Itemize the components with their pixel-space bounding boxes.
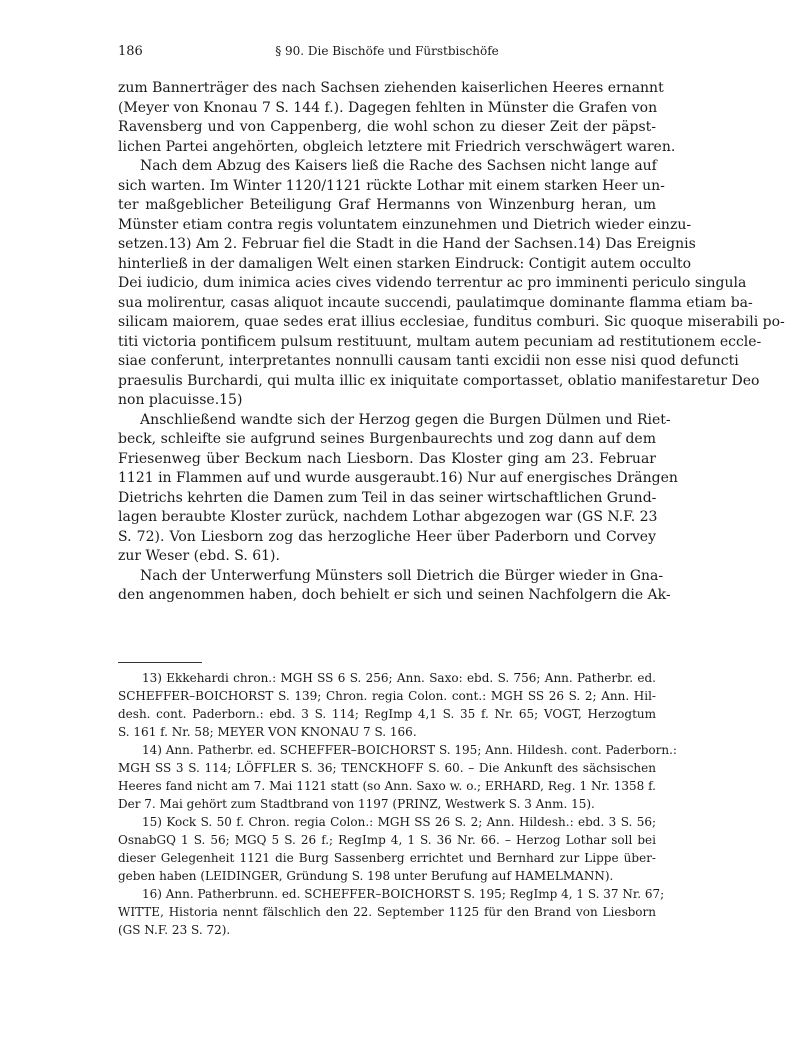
text-line: beck, schleifte sie aufgrund seines Burgenbaurechts und zog dann auf dem (118, 431, 656, 447)
text-line: praesulis Burchardi, qui multa illic ex iniquitate comportasset, oblatio manifestaretur Deo (118, 372, 760, 389)
text-line: Nach dem Abzug des Kaisers ließ die Rache des Sachsen nicht lange auf (140, 158, 657, 174)
text-line: Dei iudicio, dum inimica acies cives videndo terrentur ac pro imminenti periculo singula (118, 275, 747, 291)
page-header (118, 44, 656, 64)
text-line: silicam maiorem, quae sedes erat illius ecclesiae, funditus comburi. Sic quoque miserabili po- (118, 314, 785, 330)
text-line: Münster etiam contra regis voluntatem einzunehmen und Dietrich wieder einzu- (118, 216, 692, 233)
text-line: zur Weser (ebd. S. 61). (118, 548, 280, 564)
text-line: Dietrichs kehrten die Damen zum Teil in das seiner wirtschaftlichen Grund- (118, 489, 657, 506)
text-line: sua molirentur, casas aliquot incaute succendi, paulatimque dominante flamma etiam ba- (118, 294, 753, 311)
text-line: S. 72). Von Liesborn zog das herzogliche Heer über Paderborn und Corvey (118, 528, 656, 545)
text-line: Friesenweg über Beckum nach Liesborn. Das Kloster ging am 23. Februar (118, 450, 656, 467)
footnote-line: dieser Gelegenheit 1121 die Burg Sassenberg errichtet und Bernhard zur Lippe über- (118, 851, 656, 865)
footnote-line: 16) Ann. Patherbrunn. ed. SCHEFFER–BOICHORST S. 195; RegImp 4, 1 S. 37 Nr. 67; (142, 887, 665, 901)
text-line: Anschließend wandte sich der Herzog gegen die Burgen Dülmen und Riet- (140, 411, 671, 428)
text-line: siae conferunt, interpretantes nonnulli causam tanti excidii non esse nisi quod defuncti (118, 353, 739, 369)
footnote-line: desh. cont. Paderborn.: ebd. 3 S. 114; RegImp 4,1 S. 35 f. Nr. 65; VOGT, Herzogtum (118, 707, 656, 721)
page-number: 186 (118, 44, 143, 59)
footnote-line: MGH SS 3 S. 114; LÖFFLER S. 36; TENCKHOFF S. 60. – Die Ankunft des sächsischen (118, 761, 656, 775)
footnote-line: OsnabGQ 1 S. 56; MGQ 5 S. 26 f.; RegImp 4, 1 S. 36 Nr. 66. – Herzog Lothar soll bei (118, 833, 656, 847)
main-text (118, 79, 785, 606)
text-line: titi victoria pontificem pulsum restituunt, multam autem pecuniam ad restitutionem eccle- (118, 333, 762, 350)
footnotes (118, 669, 677, 939)
text-line: sich warten. Im Winter 1120/1121 rückte Lothar mit einem starken Heer un- (118, 177, 665, 194)
text-line: 1121 in Flammen auf und wurde ausgeraubt.16) Nur auf energisches Drängen (118, 470, 678, 486)
text-line: Nach der Unterwerfung Münsters soll Dietrich die Bürger wieder in Gna- (140, 567, 664, 584)
text-line: ter maßgeblicher Beteiligung Graf Hermanns von Winzenburg heran, um (118, 197, 656, 213)
text-line: setzen.13) Am 2. Februar fiel die Stadt in die Hand der Sachsen.14) Das Ereignis (118, 236, 696, 252)
text-line: hinterließ in der damaligen Welt einen starken Eindruck: Contigit autem occulto (118, 255, 692, 272)
text-line: (Meyer von Knonau 7 S. 144 f.). Dagegen fehlten in Münster die Grafen von (118, 99, 658, 116)
footnote-line: geben haben (LEIDINGER, Gründung S. 198 unter Berufung auf HAMELMANN). (118, 869, 614, 883)
footnote-line: 15) Kock S. 50 f. Chron. regia Colon.: MGH SS 26 S. 2; Ann. Hildesh.: ebd. 3 S. 56; (142, 815, 656, 829)
footnote-rule (118, 662, 202, 663)
text-line: den angenommen haben, doch behielt er sich und seinen Nachfolgern die Ak- (118, 587, 671, 603)
text-line: lichen Partei angehörten, obgleich letztere mit Friedrich verschwägert waren. (118, 138, 676, 155)
footnote-line: WITTE, Historia nennt fälschlich den 22. September 1125 für den Brand von Liesborn (118, 905, 656, 919)
text-line: non placuisse.15) (118, 392, 243, 408)
footnote-line: 14) Ann. Patherbr. ed. SCHEFFER–BOICHORST S. 195; Ann. Hildesh. cont. Paderborn.: (142, 743, 677, 757)
running-head: § 90. Die Bischöfe und Fürstbischöfe (275, 44, 499, 58)
text-line: Ravensberg und von Cappenberg, die wohl schon zu dieser Zeit der päpst- (118, 119, 656, 135)
footnote-line: (GS N.F. 23 S. 72). (118, 923, 231, 937)
text-line: lagen beraubte Kloster zurück, nachdem Lothar abgezogen war (GS N.F. 23 (118, 509, 658, 525)
text-line: zum Bannerträger des nach Sachsen ziehenden kaiserlichen Heeres ernannt (118, 80, 664, 96)
footnote-line: 13) Ekkehardi chron.: MGH SS 6 S. 256; Ann. Saxo: ebd. S. 756; Ann. Patherbr. ed. (142, 671, 656, 685)
footnote-line: S. 161 f. Nr. 58; MEYER VON KNONAU 7 S. 166. (118, 725, 417, 739)
footnote-line: Der 7. Mai gehört zum Stadtbrand von 1197 (PRINZ, Westwerk S. 3 Anm. 15). (118, 797, 595, 811)
footnote-line: SCHEFFER–BOICHORST S. 139; Chron. regia Colon. cont.: MGH SS 26 S. 2; Ann. Hil- (118, 689, 656, 703)
footnote-line: Heeres fand nicht am 7. Mai 1121 statt (so Ann. Saxo w. o.; ERHARD, Reg. 1 Nr. 1358 f. (118, 779, 656, 793)
